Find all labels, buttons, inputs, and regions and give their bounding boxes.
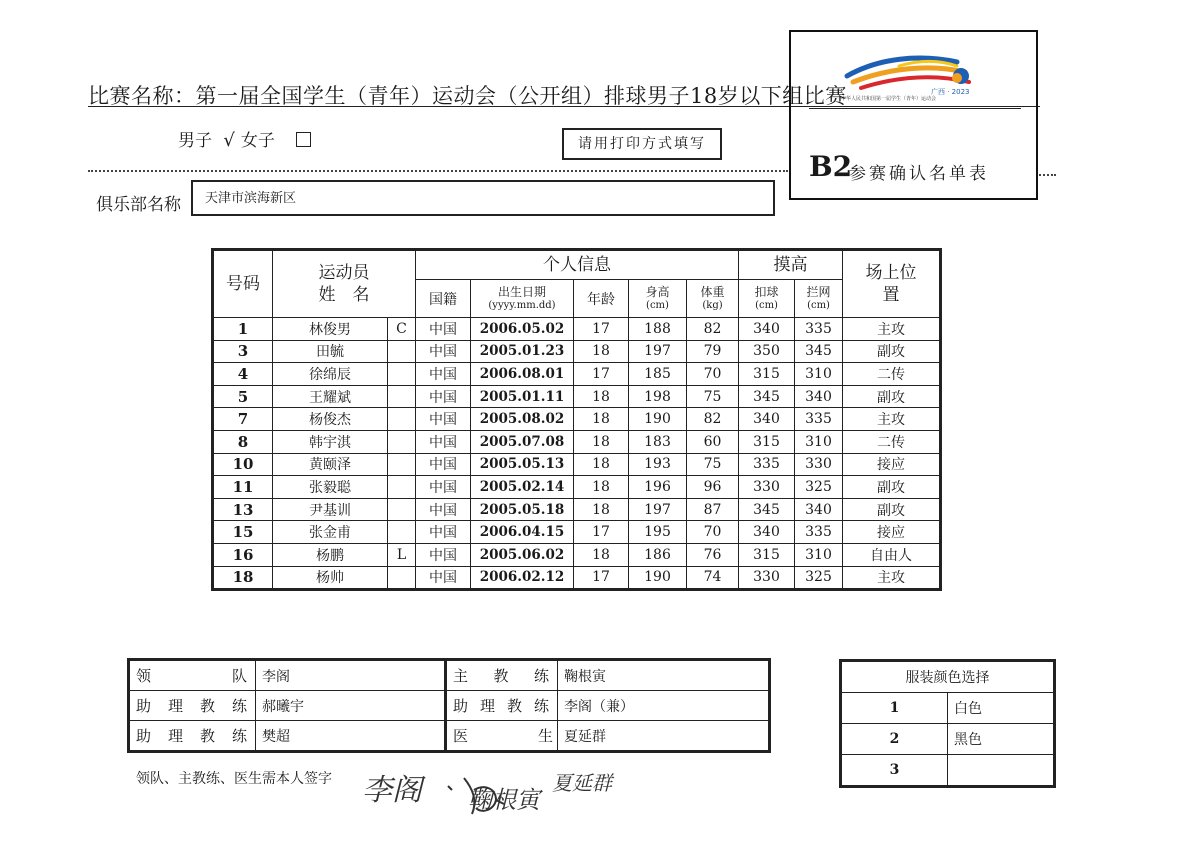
table-row [213,521,941,544]
player-weight[interactable]: 70 [687,363,739,386]
player-block-reach[interactable]: 310 [795,543,843,566]
player-height[interactable]: 185 [629,363,687,386]
header-nationality: 国籍 [416,280,471,318]
doctor-label: 医 生 [446,721,558,752]
player-height[interactable]: 196 [629,476,687,499]
player-nationality[interactable]: 中国 [416,566,471,590]
player-height[interactable]: 190 [629,566,687,590]
player-name[interactable]: 林俊男 [273,318,388,341]
uniform-index: 2 [841,724,948,755]
player-nationality[interactable]: 中国 [416,430,471,453]
player-mark[interactable] [388,476,416,499]
uniform-color-table [839,659,1056,788]
player-age[interactable]: 18 [574,543,629,566]
player-weight[interactable]: 76 [687,543,739,566]
header-block [795,280,843,318]
player-number[interactable]: 1 [213,318,273,341]
logo-caption: 中华人民共和国第一届学生（青年）运动会 [841,96,937,102]
table-row [213,453,941,476]
player-dob[interactable]: 2005.08.02 [471,408,574,431]
player-height[interactable]: 197 [629,498,687,521]
player-name[interactable]: 尹基训 [273,498,388,521]
player-nationality[interactable]: 中国 [416,498,471,521]
player-name[interactable]: 徐绵辰 [273,363,388,386]
player-mark[interactable] [388,430,416,453]
assistant3-label: 助理教练 [446,691,558,721]
player-spike-reach[interactable]: 340 [739,521,795,544]
player-mark[interactable] [388,408,416,431]
player-position[interactable]: 主攻 [843,566,941,590]
player-position[interactable]: 主攻 [843,408,941,431]
header-dob-format: (yyyy.mm.dd) [488,299,556,311]
table-row [213,566,941,590]
player-number[interactable]: 10 [213,453,273,476]
header-athlete-line2: 姓 名 [318,285,370,305]
form-code: B2 [809,150,853,183]
player-dob[interactable]: 2006.04.15 [471,521,574,544]
player-name[interactable]: 王耀斌 [273,385,388,408]
competition-label: 比赛名称： [88,84,196,108]
player-name[interactable]: 张金甫 [273,521,388,544]
player-nationality[interactable]: 中国 [416,318,471,341]
handwritten-signatures [356,760,656,840]
logo-year: 广西 · 2023 [931,88,970,96]
player-number[interactable]: 5 [213,385,273,408]
player-number[interactable]: 8 [213,430,273,453]
player-age[interactable]: 18 [574,430,629,453]
assistant1-label: 助理教练 [129,691,256,721]
player-age[interactable]: 17 [574,521,629,544]
player-weight[interactable]: 60 [687,430,739,453]
player-height[interactable]: 198 [629,385,687,408]
player-spike-reach[interactable]: 345 [739,498,795,521]
signature-leader [362,773,426,808]
player-number[interactable]: 18 [213,566,273,590]
player-number[interactable]: 16 [213,543,273,566]
player-weight[interactable]: 74 [687,566,739,590]
form-badge [789,30,1038,200]
uniform-index: 1 [841,693,948,724]
signature-head-coach [448,778,543,814]
player-number[interactable]: 15 [213,521,273,544]
player-position[interactable]: 自由人 [843,543,941,566]
player-height[interactable]: 195 [629,521,687,544]
player-dob[interactable]: 2006.08.01 [471,363,574,386]
player-spike-reach[interactable]: 315 [739,363,795,386]
table-row [213,430,941,453]
gender-male-label: 男子 [178,131,212,151]
player-age[interactable]: 17 [574,566,629,590]
header-spike-label: 扣球 [754,285,779,300]
player-spike-reach[interactable]: 340 [739,318,795,341]
header-height-label: 身高 [645,285,670,300]
table-row [213,363,941,386]
badge-rule [809,108,1021,109]
uniform-title: 服装颜色选择 [841,661,1055,693]
player-mark[interactable]: L [388,543,416,566]
player-spike-reach[interactable]: 330 [739,566,795,590]
player-mark[interactable] [388,385,416,408]
club-name-field[interactable]: 天津市滨海新区 [191,180,775,216]
player-age[interactable]: 18 [574,385,629,408]
player-weight[interactable]: 75 [687,385,739,408]
header-weight [687,280,739,318]
player-age[interactable]: 18 [574,498,629,521]
leader-label: 领 队 [129,660,256,691]
player-nationality[interactable]: 中国 [416,476,471,499]
header-height-unit: (cm) [646,299,669,311]
header-block-unit: (cm) [807,299,830,311]
player-mark[interactable] [388,363,416,386]
table-row [213,408,941,431]
player-weight[interactable]: 75 [687,453,739,476]
table-row [213,498,941,521]
player-weight[interactable]: 87 [687,498,739,521]
player-name[interactable]: 韩宇淇 [273,430,388,453]
header-personal-info: 个人信息 [416,250,739,280]
player-dob[interactable]: 2005.05.18 [471,498,574,521]
leader-field[interactable]: 李阁 [256,660,446,691]
player-name[interactable]: 张毅聪 [273,476,388,499]
player-age[interactable]: 18 [574,453,629,476]
header-block-label: 拦网 [806,285,831,300]
table-row [213,385,941,408]
uniform-color-field[interactable]: 黑色 [948,724,1055,755]
signature-doctor-text: 夏延群 [552,771,612,795]
player-spike-reach[interactable]: 350 [739,340,795,363]
print-note: 请用打印方式填写 [562,128,722,160]
player-mark[interactable] [388,340,416,363]
player-age[interactable]: 18 [574,476,629,499]
player-block-reach[interactable]: 335 [795,521,843,544]
player-mark[interactable]: C [388,318,416,341]
female-checkbox[interactable] [296,132,311,147]
player-block-reach[interactable]: 335 [795,408,843,431]
player-dob[interactable]: 2005.01.11 [471,385,574,408]
player-name[interactable]: 杨鹏 [273,543,388,566]
player-block-reach[interactable]: 330 [795,453,843,476]
player-name[interactable]: 黄颐泽 [273,453,388,476]
player-age[interactable]: 18 [574,408,629,431]
player-spike-reach[interactable]: 330 [739,476,795,499]
player-height[interactable]: 183 [629,430,687,453]
table-row [213,318,941,341]
form-title: 参赛确认名单表 [849,164,989,184]
player-nationality[interactable]: 中国 [416,340,471,363]
player-dob[interactable]: 2005.06.02 [471,543,574,566]
player-spike-reach[interactable]: 340 [739,408,795,431]
player-block-reach[interactable]: 335 [795,318,843,341]
player-spike-reach[interactable]: 315 [739,543,795,566]
player-dob[interactable]: 2005.01.23 [471,340,574,363]
header-reach: 摸高 [739,250,843,280]
assistant2-field[interactable]: 樊超 [256,721,446,752]
player-number[interactable]: 4 [213,363,273,386]
player-block-reach[interactable]: 325 [795,476,843,499]
player-weight[interactable]: 70 [687,521,739,544]
player-mark[interactable] [388,453,416,476]
header-spike-unit: (cm) [755,299,778,311]
player-spike-reach[interactable]: 315 [739,430,795,453]
head-coach-label: 主 教 练 [446,660,558,691]
head-coach-field[interactable]: 鞠根寅 [558,660,770,691]
player-block-reach[interactable]: 325 [795,566,843,590]
dotted-divider [88,170,788,172]
player-nationality[interactable]: 中国 [416,408,471,431]
games-logo-icon [839,46,989,96]
player-nationality[interactable]: 中国 [416,363,471,386]
uniform-color-field[interactable]: 白色 [948,693,1055,724]
player-height[interactable]: 190 [629,408,687,431]
header-weight-unit: (kg) [702,299,723,311]
player-block-reach[interactable]: 340 [795,385,843,408]
player-spike-reach[interactable]: 345 [739,385,795,408]
player-position[interactable]: 副攻 [843,498,941,521]
player-height[interactable]: 188 [629,318,687,341]
roster-body [213,318,941,590]
assistant1-field[interactable]: 郝曦宇 [256,691,446,721]
player-name[interactable]: 杨俊杰 [273,408,388,431]
signature-doctor [552,771,615,795]
player-age[interactable]: 17 [574,318,629,341]
dotted-divider-right [1036,174,1056,176]
header-number: 号码 [213,250,273,318]
player-nationality[interactable]: 中国 [416,521,471,544]
assistant2-label: 助理教练 [129,721,256,752]
player-nationality[interactable]: 中国 [416,385,471,408]
table-row [213,543,941,566]
player-spike-reach[interactable]: 335 [739,453,795,476]
player-weight[interactable]: 79 [687,340,739,363]
club-label: 俱乐部名称 [96,195,181,215]
doctor-field[interactable]: 夏延群 [558,721,770,752]
player-weight[interactable]: 96 [687,476,739,499]
player-number[interactable]: 11 [213,476,273,499]
player-position[interactable]: 副攻 [843,476,941,499]
table-row [213,340,941,363]
player-height[interactable]: 193 [629,453,687,476]
assistant3-field[interactable]: 李阁（兼） [558,691,770,721]
player-number[interactable]: 7 [213,408,273,431]
competition-name: 第一届全国学生（青年）运动会（公开组）排球男子18岁以下组比赛 [195,84,847,108]
player-mark[interactable] [388,498,416,521]
signature-head-coach-text: 鞠根寅 [468,786,540,814]
player-age[interactable]: 18 [574,340,629,363]
player-dob[interactable]: 2006.05.02 [471,318,574,341]
signature-leader-text: 李阁 [362,773,422,808]
player-dob[interactable]: 2005.05.13 [471,453,574,476]
player-position[interactable]: 副攻 [843,385,941,408]
player-number[interactable]: 13 [213,498,273,521]
uniform-index: 3 [841,755,948,787]
uniform-color-field[interactable] [948,755,1055,787]
player-nationality[interactable]: 中国 [416,543,471,566]
player-position[interactable]: 主攻 [843,318,941,341]
player-height[interactable]: 186 [629,543,687,566]
header-dob [471,280,574,318]
header-spike [739,280,795,318]
player-nationality[interactable]: 中国 [416,453,471,476]
player-mark[interactable] [388,521,416,544]
staff-table [127,658,771,753]
player-number[interactable]: 3 [213,340,273,363]
player-block-reach[interactable]: 310 [795,363,843,386]
header-athlete [273,250,416,318]
player-block-reach[interactable]: 340 [795,498,843,521]
gender-female-label: 女子 [240,131,275,151]
player-height[interactable]: 197 [629,340,687,363]
player-weight[interactable]: 82 [687,318,739,341]
header-athlete-line1: 运动员 [318,262,370,283]
player-position[interactable]: 副攻 [843,340,941,363]
player-dob[interactable]: 2005.07.08 [471,430,574,453]
header-height [629,280,687,318]
header-age: 年龄 [574,280,629,318]
table-row [213,476,941,499]
player-position[interactable]: 接应 [843,521,941,544]
player-age[interactable]: 17 [574,363,629,386]
player-position[interactable]: 二传 [843,363,941,386]
player-position[interactable]: 二传 [843,430,941,453]
player-dob[interactable]: 2005.02.14 [471,476,574,499]
player-name[interactable]: 杨帅 [273,566,388,590]
player-name[interactable]: 田毓 [273,340,388,363]
header-weight-label: 体重 [700,285,725,300]
player-dob[interactable]: 2006.02.12 [471,566,574,590]
header-dob-label: 出生日期 [497,285,546,300]
roster-table [211,248,942,591]
header-position: 场上位置 [843,250,941,318]
signature-note: 领队、主教练、医生需本人签字 [136,771,332,787]
checkmark-icon[interactable]: √ [223,130,235,151]
player-weight[interactable]: 82 [687,408,739,431]
player-block-reach[interactable]: 310 [795,430,843,453]
player-mark[interactable] [388,566,416,590]
player-block-reach[interactable]: 345 [795,340,843,363]
gender-selection [178,126,317,151]
player-position[interactable]: 接应 [843,453,941,476]
